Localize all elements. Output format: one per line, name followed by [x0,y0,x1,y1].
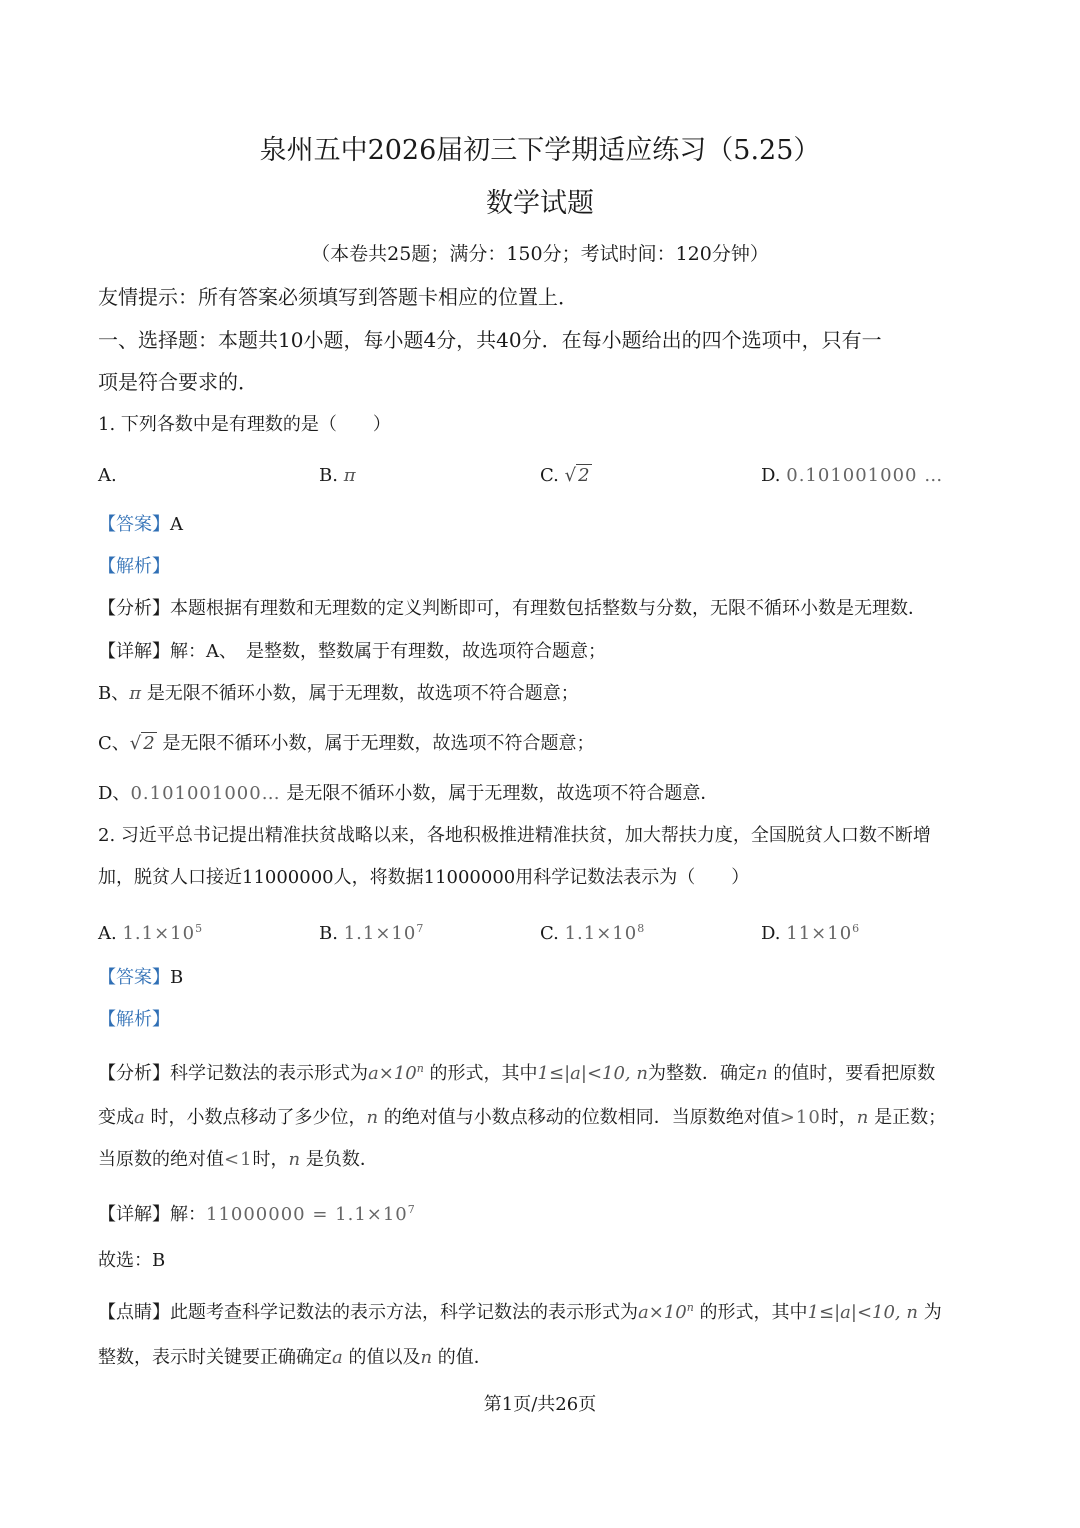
q1-detail-c [98,732,594,756]
text: 解： [170,1204,206,1225]
option-label: A. [98,465,117,486]
q2-fenxi-line2 [98,1106,946,1130]
option-exponent: 8 [637,922,646,935]
answer-value: A [170,514,183,535]
math: n [366,1107,379,1128]
q2-fenxi-line1 [98,1057,935,1086]
math-pi: π [129,683,142,704]
q1-fenxi [98,597,926,621]
math: a×10 [368,1063,417,1084]
option-label: B. [319,923,338,944]
q2-dianjing-line2 [98,1346,492,1370]
option-label: B. [319,465,338,486]
q1-detail-d [98,782,718,806]
math: n [906,1302,918,1323]
option-base: 1.1×10 [343,923,417,944]
math: n [755,1063,768,1084]
option-exponent: 7 [416,922,425,935]
text: 是负数． [305,1149,378,1170]
section-heading-line2: 项是符合要求的． [98,370,258,394]
detail-text: 是无限不循环小数，属于无理数，故选项不符合题意． [286,783,719,804]
detail-prefix: D、 [98,783,131,804]
math: n [420,1347,433,1368]
q2-option-b [319,917,424,946]
option-label: D. [761,465,781,486]
q1-detail-b [98,682,579,706]
q2-option-a [98,917,203,946]
option-value: π [343,465,356,486]
math-radicand: 2 [143,733,155,754]
exam-title: 泉州五中2026届初三下学期适应练习（5.25） [259,135,821,166]
option-value: 0.101001000 … [786,465,944,486]
option-value: 2 [578,465,590,486]
math: >10 [779,1107,821,1128]
text: 变成 [98,1107,134,1128]
text: 时，小数点移动了多少位， [150,1107,367,1128]
text: 的值时，要看把原数 [773,1063,936,1084]
math: n [856,1107,869,1128]
text: 时， [252,1149,289,1170]
fenxi-tag: 【分析】 [98,598,170,619]
q2-stem-line1: 2. 习近平总书记提出精准扶贫战略以来，各地积极推进精准扶贫，加大帮扶力度，全国脱贫人口数不断增 [98,825,931,846]
math: a [332,1347,343,1368]
math: a [134,1107,145,1128]
math-exponent: 7 [407,1203,416,1216]
exam-subtitle: 数学试题 [486,188,594,219]
q2-option-d [761,917,860,946]
option-base: 11×10 [786,923,853,944]
option-label: D. [761,923,781,944]
detail-text: 是无限不循环小数，属于无理数，故选项不符合题意； [162,733,595,754]
option-exponent: 6 [852,922,861,935]
q2-answer [98,966,183,990]
text: 科学记数法的表示形式为 [170,1063,368,1084]
answer-value: B [170,967,184,988]
q2-analysis-tag: 【解析】 [98,1009,170,1030]
math: a×10 [638,1302,687,1323]
q1-option-d [761,464,943,488]
q1-stem: 1. 下列各数中是有理数的是（ ） [98,414,391,435]
detail-text: 是无限不循环小数，属于无理数，故选项不符合题意； [146,683,579,704]
answer-tag: 【答案】 [98,514,170,535]
fenxi-tag: 【分析】 [98,1063,170,1084]
text: 整数，表示时关键要正确确定 [98,1347,332,1368]
text: 的绝对值与小数点移动的位数相同．当原数绝对值 [383,1107,780,1128]
math: n [636,1063,648,1084]
detail-tag: 【详解】 [98,641,170,662]
detail-text: 解：A、 是整数，整数属于有理数，故选项符合题意； [170,641,606,662]
q1-detail-a [98,640,606,664]
option-label: C. [540,923,559,944]
text: 此题考查科学记数法的表示方法，科学记数法的表示形式为 [170,1302,638,1323]
text: 的值以及 [348,1347,421,1368]
detail-tag: 【详解】 [98,1204,170,1225]
friendly-tip: 友情提示：所有答案必须填写到答题卡相应的位置上． [98,285,578,309]
q1-option-b [319,464,356,488]
option-base: 1.1×10 [122,923,196,944]
text: 的值． [437,1347,492,1368]
text: 的形式，其中 [429,1063,538,1084]
math: 11000000 = 1.1×10 [206,1204,408,1225]
math: 1≤|a|<10, [537,1063,631,1084]
text: 是正数； [874,1107,947,1128]
q2-option-c [540,917,645,946]
math-decimal: 0.101001000… [130,783,281,804]
q2-stem-line2: 加，脱贫人口接近11000000人，将数据11000000用科学记数法表示为（ ） [98,867,750,888]
q1-option-a [98,464,117,488]
text: 为 [923,1302,942,1323]
math-exponent: n [416,1062,424,1075]
q1-option-c [540,464,592,488]
q2-fenxi-line3 [98,1148,378,1172]
sqrt-symbol: √ 2 [564,465,590,486]
dianjing-tag: 【点睛】 [98,1302,170,1323]
math: n [288,1149,301,1170]
exam-info: （本卷共25题；满分：150分；考试时间：120分钟） [311,243,769,265]
option-label: A. [98,923,117,944]
q1-analysis-tag: 【解析】 [98,556,170,577]
text: 为整数．确定 [647,1063,756,1084]
option-base: 1.1×10 [564,923,638,944]
math-exponent: n [686,1301,694,1314]
math: <1 [224,1149,253,1170]
detail-prefix: C、 [98,733,130,754]
q2-choose: 故选：B [98,1250,166,1271]
option-exponent: 5 [195,922,204,935]
detail-prefix: B、 [98,683,130,704]
q1-answer [98,513,183,537]
sqrt-symbol: √ 2 [129,733,155,754]
option-label: C. [540,465,559,486]
section-heading-line1: 一、选择题：本题共10小题，每小题4分，共40分．在每小题给出的四个选项中，只有一 [98,328,882,352]
text: 当原数的绝对值 [98,1149,224,1170]
answer-tag: 【答案】 [98,967,170,988]
text: 时， [820,1107,857,1128]
fenxi-text: 本题根据有理数和无理数的定义判断即可，有理数包括整数与分数，无限不循环小数是无理数． [170,598,926,619]
q2-dianjing-line1 [98,1296,942,1325]
page-footer: 第1页/共26页 [483,1394,597,1415]
text: 的形式，其中 [699,1302,808,1323]
math: 1≤|a|<10, [807,1302,901,1323]
q2-detail [98,1198,416,1227]
